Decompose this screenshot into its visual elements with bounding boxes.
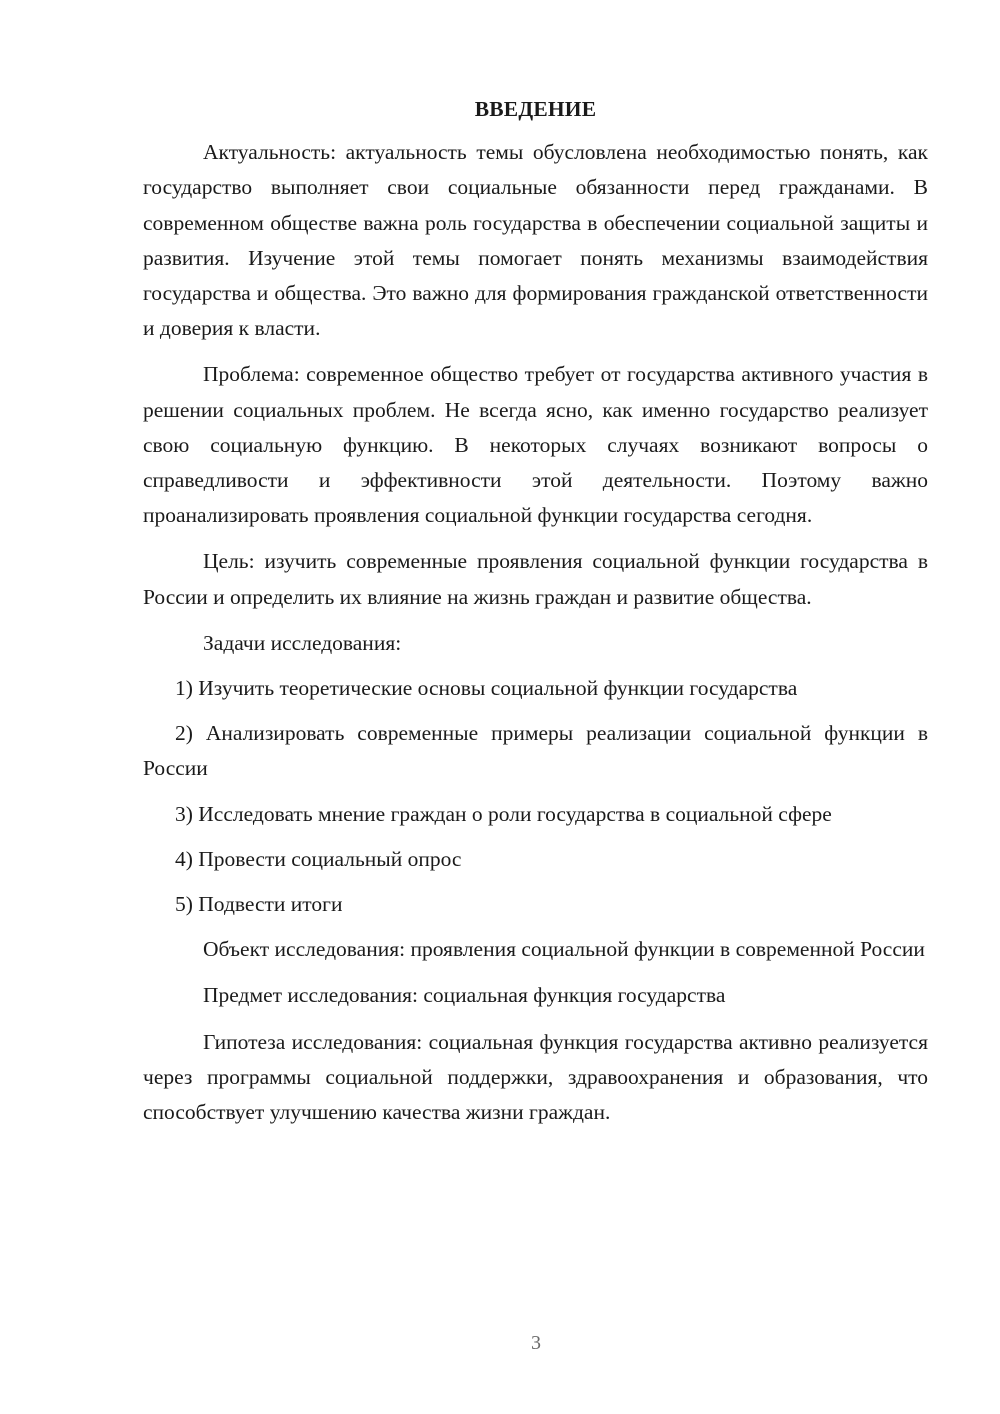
problem-paragraph: Проблема: современное общество требует от государства активного участия в решении социальных проблем. Не всегда ясно, как именно государство реализует свою социальную функцию. В некоторых случаях возникают вопросы о справедливости и эффективности этой деятельности. Поэтому важно проанализировать проявления социальной функции государства сегодня. bbox=[143, 362, 928, 528]
hypothesis-paragraph: Гипотеза исследования: социальная функция государства активно реализуется через программы социальной поддержки, здравоохранения и образования, что способствует улучшению качества жизни граждан. bbox=[143, 1029, 928, 1125]
page-number: 3 bbox=[531, 1332, 541, 1354]
task-item: 2) Анализировать современные примеры реализации социальной функции в России bbox=[143, 721, 928, 781]
tasks-heading: Задачи исследования: bbox=[203, 630, 402, 655]
tasks-list bbox=[143, 671, 928, 922]
section-title: ВВЕДЕНИЕ bbox=[474, 97, 597, 121]
goal-paragraph: Цель: изучить современные проявления социальной функции государства в России и определить их влияние на жизнь граждан и развитие общества. bbox=[143, 549, 928, 609]
document-page bbox=[143, 92, 928, 1141]
object-paragraph: Объект исследования: проявления социальной функции в современной России bbox=[203, 937, 925, 962]
task-item: 3) Исследовать мнение граждан о роли государства в социальной сфере bbox=[175, 801, 832, 826]
task-item: 5) Подвести итоги bbox=[175, 892, 343, 917]
relevance-paragraph: Актуальность: актуальность темы обусловлена необходимостью понять, как государство выполняет свои социальные обязанности перед гражданами. В современном обществе важна роль государства в обеспечении социальной защиты и развития. Изучение этой темы помогает понять механизмы взаимодействия государства и общества. Это важно для формирования гражданской ответственности и доверия к власти. bbox=[143, 140, 928, 341]
task-item: 1) Изучить теоретические основы социальной функции государства bbox=[175, 676, 798, 701]
subject-paragraph: Предмет исследования: социальная функция государства bbox=[203, 983, 726, 1008]
task-item: 4) Провести социальный опрос bbox=[175, 846, 462, 871]
